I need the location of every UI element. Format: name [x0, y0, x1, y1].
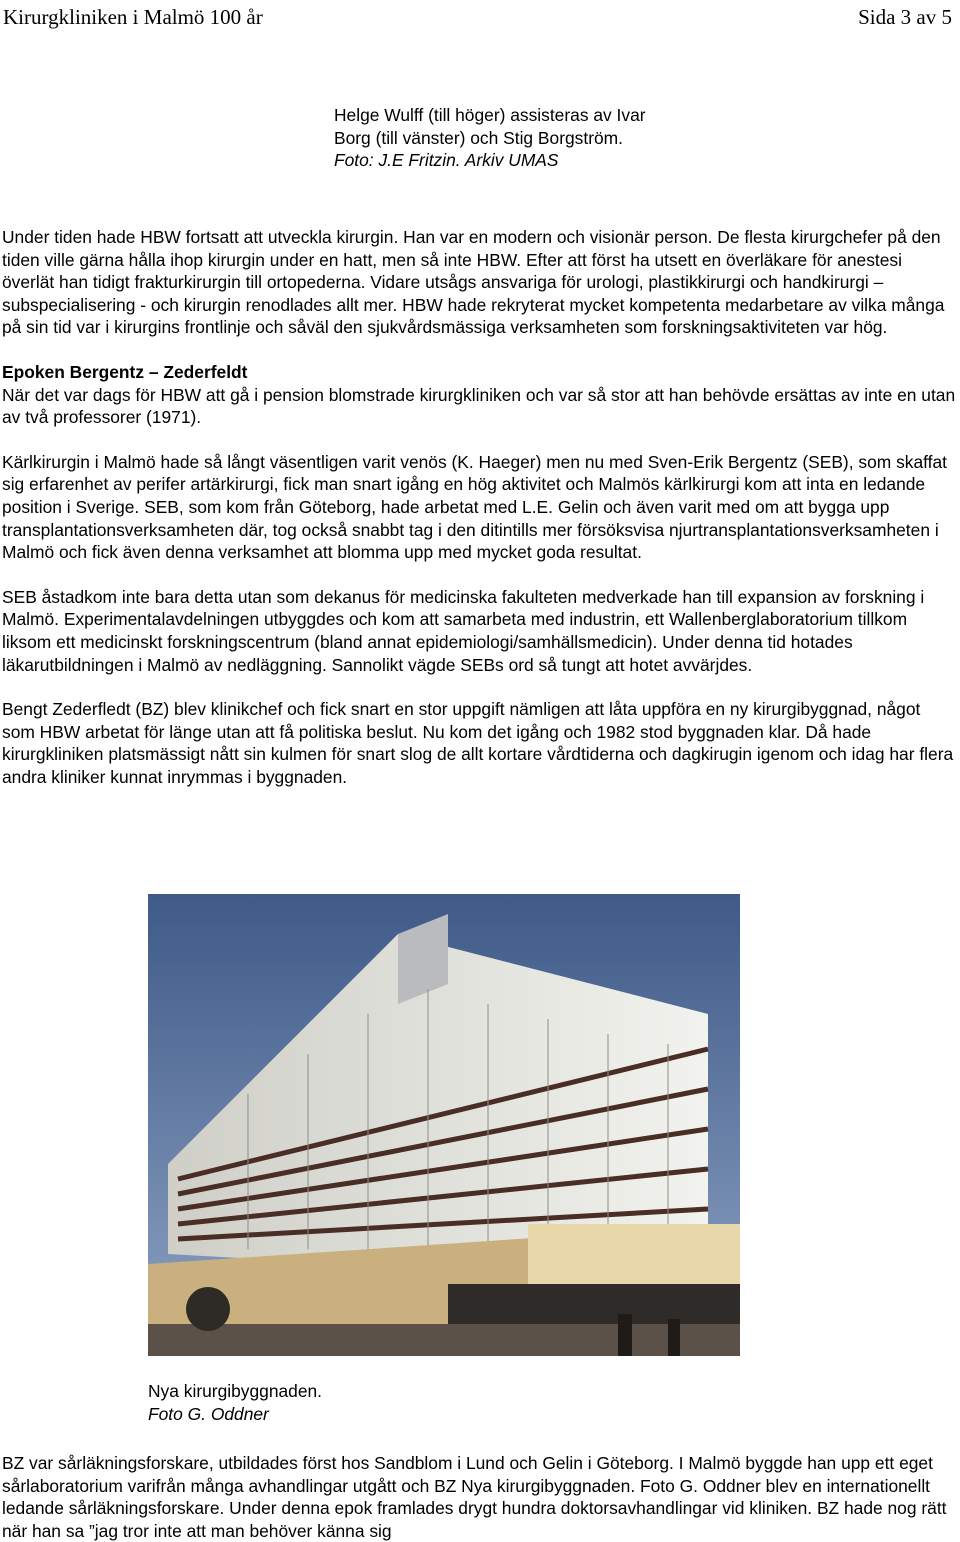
article-body [2, 226, 958, 810]
building-photo [148, 894, 740, 1356]
footer-paragraph [2, 1452, 958, 1542]
building-illustration [148, 894, 740, 1356]
paragraph: Kärlkirurgin i Malmö hade så långt väsentligen varit venös (K. Haeger) men nu med Sven-Erik Bergentz (SEB), som skaffat sig erfarenhet av perifer artärkirurgi, fick man snart igång en hög aktivitet och Malmös kärlkirurgi kom att inta en ledande position i Sverige. SEB, som kom från Göteborg, hade arbetat med L.E. Gelin och även varit med om att bygga upp transplantationsverksamheten där, tog också snabbt tag i den ditintills mer försöksvisa njurtransplantationsverksamheten i Malmö och fick även denna verksamhet att blomma upp med mycket goda resultat. [2, 451, 947, 563]
paragraph: När det var dags för HBW att gå i pension blomstrade kirurgkliniken och var så stor att han behövde ersättas av inte en utan av två professorer (1971). [2, 384, 956, 428]
document-title: Kirurgkliniken i Malmö 100 år [3, 5, 263, 29]
caption-credit: Foto: J.E Fritzin. Arkiv UMAS [334, 150, 559, 171]
caption-text: Helge Wulff (till höger) assisteras av Ivar Borg (till vänster) och Stig Borgström. [334, 105, 646, 148]
section-heading: Epoken Bergentz – Zederfeldt [2, 361, 248, 382]
page-number: Sida 3 av 5 [858, 5, 952, 29]
paragraph: BZ var sårläkningsforskare, utbildades först hos Sandblom i Lund och Gelin i Göteborg. I Malmö byggde han upp ett eget sårlaboratorium varifrån många avhandlingar utgått och BZ Nya kirurgibyggnaden. Foto G. Oddner blev en internationellt ledande sårläkningsforskare. Under denna epok framlades drygt hundra doktorsavhandlingar vid kliniken. BZ hade nog rätt när han sa ”jag tror inte att man behöver känna sig [2, 1453, 947, 1541]
page-header [0, 0, 960, 34]
photo-caption-top [334, 104, 664, 172]
paragraph: SEB åstadkom inte bara detta utan som dekanus för medicinska fakulteten medverkade han till expansion av forskning i Malmö. Experimentalavdelningen utbyggdes och kom att samarbeta med industrin, ett Wallenberglaboratorium tillkom liksom ett medicinskt forskningscentrum (bland annat epidemiologi/samhällsmedicin). Under denna tid hotades läkarutbildningen i Malmö av nedläggning. Sannolikt vägde SEBs ord så tungt att hotet avvärjdes. [2, 586, 925, 675]
paragraph: Bengt Zederfledt (BZ) blev klinikchef och fick snart en stor uppgift nämligen att låta uppföra en ny kirurgibyggnad, något som HBW arbetat för länge utan att få politiska beslut. Nu kom det igång och 1982 stod byggnaden klar. Då hade kirurgkliniken platsmässigt nått sin kulmen för snart slog de allt kortare vårdtiderna och dagkirugin igenom och idag har flera andra kliniker kunnat inrymmas i byggnaden. [2, 699, 954, 787]
caption-text: Nya kirurgibyggnaden. [148, 1381, 323, 1401]
caption-credit: Foto G. Oddner [148, 1403, 269, 1424]
paragraph: Under tiden hade HBW fortsatt att utveckla kirurgin. Han var en modern och visionär person. De flesta kirurgchefer på den tiden ville gärna hålla ihop kirurgin under en hatt, men så inte HBW. Efter att först ha utsett en överläkare för anestesi överlät han tidigt frakturkirurgin till ortopederna. Vidare utsågs ansvariga för urologi, plastikkirurgi och handkirurgi – subspecialisering - och kirurgin renodlades allt mer. HBW hade rekryterat mycket kompetenta medarbetare av vilka många på sin tid var i kirurgins frontlinje och såväl den sjukvårdsmässiga verksamheten som forskningsaktiviteten var hög. [2, 227, 945, 338]
photo-caption-bottom [148, 1380, 548, 1425]
